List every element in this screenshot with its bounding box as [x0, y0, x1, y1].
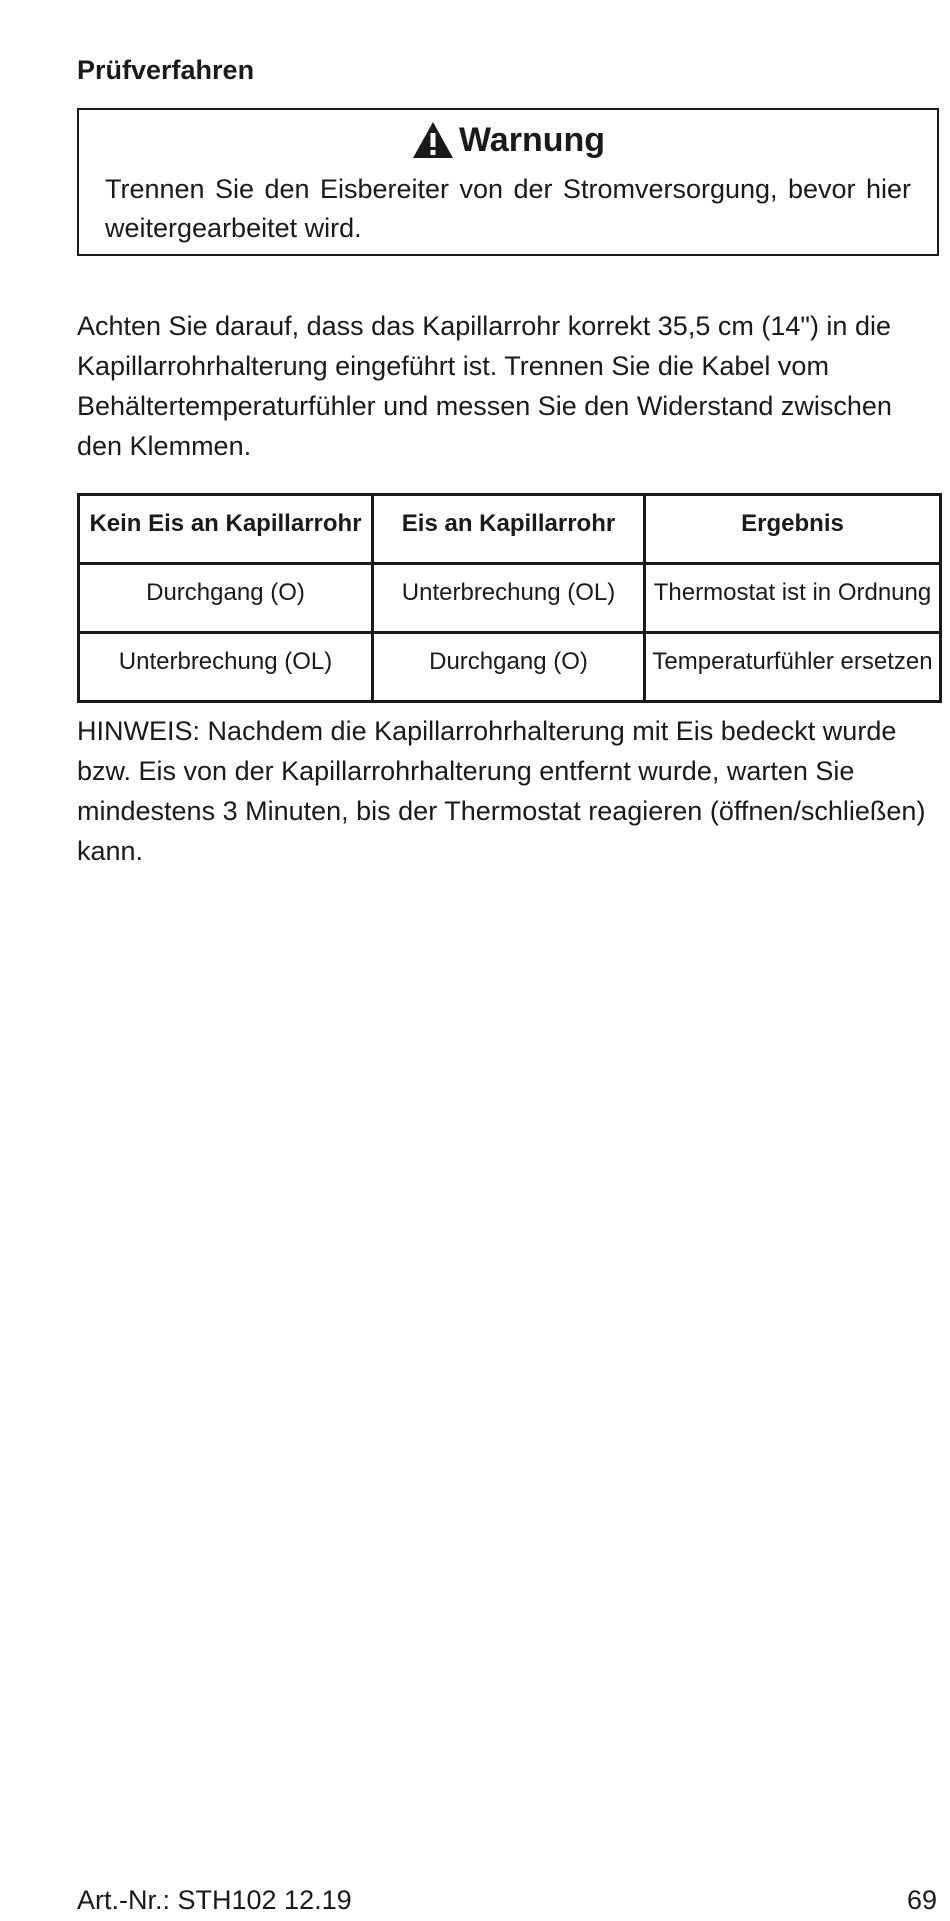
table-cell: Unterbrechung (OL) — [373, 564, 645, 633]
test-results-table — [77, 493, 942, 703]
table-cell: Unterbrechung (OL) — [79, 633, 373, 702]
table-cell: Thermostat ist in Ordnung — [645, 564, 941, 633]
warning-triangle-icon — [411, 120, 455, 160]
section-title: Prüfverfahren — [77, 55, 255, 85]
table-cell: Temperaturfühler ersetzen — [645, 633, 941, 702]
footer-article-number: Art.-Nr.: STH102 12.19 — [77, 1885, 352, 1915]
hint-paragraph: HINWEIS: Nachdem die Kapillarrohrhalterung mit Eis bedeckt wurde bzw. Eis von der Kapillarrohrhalterung entfernt wurde, warten Sie mindestens 3 Minuten, bis der Thermostat reagieren (öffnen/schließen) kann. — [77, 716, 926, 866]
table-row — [79, 564, 941, 633]
warning-text: Trennen Sie den Eisbereiter von der Stromversorgung, bevor hier weitergearbeitet wird. — [105, 174, 911, 243]
table-header-cell: Kein Eis an Kapillarrohr — [79, 495, 373, 564]
warning-heading-row — [79, 118, 937, 162]
footer-page-number: 69 — [906, 1885, 937, 1915]
table-row — [79, 633, 941, 702]
document-page — [77, 40, 939, 871]
warning-box — [77, 108, 939, 256]
table-cell: Durchgang (O) — [79, 564, 373, 633]
table-header-cell: Eis an Kapillarrohr — [373, 495, 645, 564]
table-header-row — [79, 495, 941, 564]
instructions-paragraph: Achten Sie darauf, dass das Kapillarrohr korrekt 35,5 cm (14") in die Kapillarrohrhalterung eingeführt ist. Trennen Sie die Kabel vom Behältertemperaturfühler und messen Sie den Widerstand zwischen den Klemmen. — [77, 311, 892, 461]
warning-heading: Warnung — [458, 121, 606, 159]
table-cell: Durchgang (O) — [373, 633, 645, 702]
table-header-cell: Ergebnis — [645, 495, 941, 564]
